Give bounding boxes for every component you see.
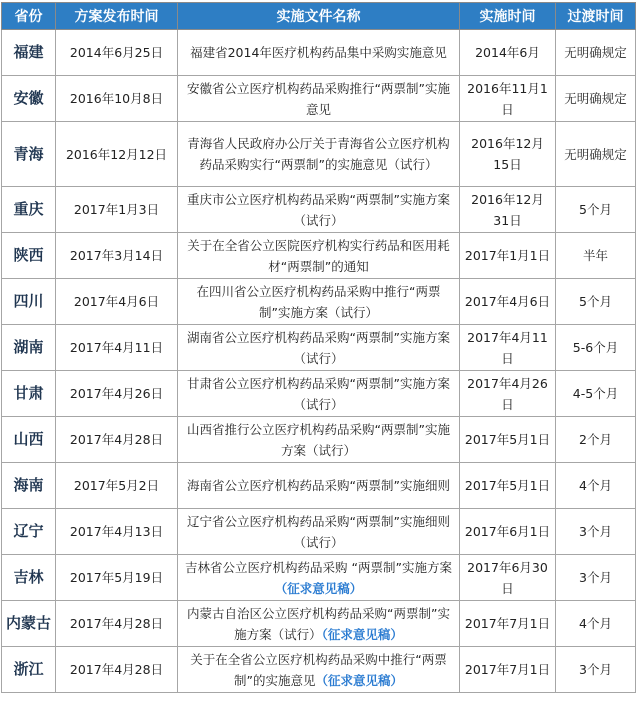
implement-date-cell-text: 2017年7月1日 — [464, 616, 551, 631]
table-row — [2, 417, 636, 463]
transition-period-cell — [556, 279, 636, 325]
publish-date-cell — [56, 279, 178, 325]
transition-period-cell-text: 5-6个月 — [572, 340, 619, 355]
transition-period-cell — [556, 601, 636, 647]
publish-date-cell-text: 2017年5月2日 — [73, 478, 160, 493]
transition-period-cell — [556, 325, 636, 371]
province-cell-text: 吉林 — [13, 568, 44, 586]
document-name-cell-text: 安徽省公立医疗机构药品采购推行“两票制”实施意见 — [187, 80, 450, 117]
transition-period-cell — [556, 76, 636, 122]
province-cell-text: 甘肃 — [13, 384, 44, 402]
publish-date-cell — [56, 187, 178, 233]
table-row — [2, 279, 636, 325]
table-row — [2, 233, 636, 279]
implement-date-cell-text: 2017年4月26日 — [467, 375, 548, 412]
implement-date-cell — [460, 325, 556, 371]
transition-period-cell — [556, 647, 636, 693]
transition-period-cell — [556, 417, 636, 463]
document-name-cell-text: 重庆市公立医疗机构药品采购“两票制”实施方案（试行） — [187, 191, 450, 228]
province-cell-text: 湖南 — [13, 338, 44, 356]
document-name-cell-text: 吉林省公立医疗机构药品采购 “两票制”实施方案 — [185, 559, 452, 575]
transition-period-cell-text: 3个月 — [579, 662, 612, 677]
header-implement-date: 实施时间 — [460, 3, 556, 30]
province-cell — [2, 279, 56, 325]
province-cell-text: 重庆 — [13, 200, 44, 218]
implement-date-cell — [460, 279, 556, 325]
publish-date-cell-text: 2017年4月28日 — [69, 662, 164, 677]
document-name-cell — [178, 233, 460, 279]
document-name-cell-text: 海南省公立医疗机构药品采购“两票制”实施细则 — [187, 478, 450, 493]
document-name-cell — [178, 325, 460, 371]
document-name-cell — [178, 76, 460, 122]
implement-date-cell-text: 2017年7月1日 — [464, 662, 551, 677]
publish-date-cell — [56, 417, 178, 463]
implement-date-cell — [460, 76, 556, 122]
publish-date-cell — [56, 325, 178, 371]
implement-date-cell — [460, 463, 556, 509]
table-row — [2, 601, 636, 647]
province-cell-text: 海南 — [13, 476, 44, 494]
province-cell-text: 陕西 — [13, 246, 44, 264]
table-row — [2, 647, 636, 693]
document-name-cell — [178, 30, 460, 76]
publish-date-cell-text: 2017年3月14日 — [69, 248, 164, 263]
publish-date-cell-text: 2014年6月25日 — [69, 45, 164, 60]
province-cell — [2, 187, 56, 233]
transition-period-cell-text: 无明确规定 — [564, 45, 627, 60]
document-name-cell-text: 青海省人民政府办公厅关于青海省公立医疗机构药品采购实行“两票制”的实施意见（试行） — [187, 136, 450, 172]
transition-period-cell — [556, 233, 636, 279]
province-cell — [2, 647, 56, 693]
document-name-cell — [178, 279, 460, 325]
publish-date-cell-text: 2017年5月19日 — [69, 570, 164, 585]
publish-date-cell — [56, 371, 178, 417]
publish-date-cell-text: 2017年4月28日 — [69, 432, 164, 447]
implement-date-cell-text: 2016年12月31日 — [471, 191, 544, 228]
table-row — [2, 76, 636, 122]
publish-date-cell-text: 2016年10月8日 — [69, 91, 164, 106]
transition-period-cell-text: 3个月 — [579, 570, 612, 585]
province-cell-text: 安徽 — [13, 89, 44, 107]
implement-date-cell-text: 2016年12月15日 — [471, 136, 544, 172]
province-cell-text: 辽宁 — [13, 522, 44, 540]
document-name-cell — [178, 417, 460, 463]
document-name-cell — [178, 601, 460, 647]
document-name-cell-text: 关于在全省公立医疗机构药品采购中推行“两票制”的实施意见 — [190, 651, 447, 688]
publish-date-cell-text: 2017年1月3日 — [73, 202, 160, 217]
implement-date-cell — [460, 417, 556, 463]
transition-period-cell — [556, 187, 636, 233]
publish-date-cell — [56, 601, 178, 647]
implement-date-cell — [460, 122, 556, 187]
publish-date-cell — [56, 233, 178, 279]
publish-date-cell — [56, 30, 178, 76]
implement-date-cell — [460, 233, 556, 279]
document-name-cell-text: 甘肃省公立医疗机构药品采购“两票制”实施方案（试行） — [187, 375, 450, 412]
publish-date-cell — [56, 122, 178, 187]
transition-period-cell-text: 4个月 — [579, 478, 612, 493]
publish-date-cell-text: 2017年4月28日 — [69, 616, 164, 631]
province-cell-text: 青海 — [13, 144, 44, 163]
document-name-cell — [178, 187, 460, 233]
transition-period-cell — [556, 555, 636, 601]
table-body — [2, 30, 636, 693]
province-cell — [2, 325, 56, 371]
document-name-cell — [178, 647, 460, 693]
document-name-cell-text: 关于在全省公立医院医疗机构实行药品和医用耗材“两票制”的通知 — [187, 237, 450, 274]
draft-note: （征求意见稿） — [321, 626, 403, 642]
table-row — [2, 371, 636, 417]
transition-period-cell-text: 5个月 — [579, 294, 612, 309]
transition-period-cell-text: 无明确规定 — [564, 146, 627, 162]
province-cell-text: 内蒙古 — [6, 614, 52, 632]
publish-date-cell — [56, 555, 178, 601]
province-cell-text: 浙江 — [13, 660, 44, 678]
implement-date-cell-text: 2017年5月1日 — [464, 478, 551, 493]
implement-date-cell — [460, 555, 556, 601]
document-name-cell — [178, 371, 460, 417]
header-publish-date: 方案发布时间 — [56, 3, 178, 30]
publish-date-cell — [56, 76, 178, 122]
transition-period-cell-text: 3个月 — [579, 524, 612, 539]
table-row — [2, 509, 636, 555]
transition-period-cell — [556, 30, 636, 76]
transition-period-cell-text: 4个月 — [579, 616, 612, 631]
implement-date-cell — [460, 509, 556, 555]
table-row — [2, 122, 636, 187]
implement-date-cell — [460, 30, 556, 76]
table-row — [2, 30, 636, 76]
province-cell-text: 山西 — [13, 430, 44, 448]
implement-date-cell — [460, 601, 556, 647]
province-cell — [2, 371, 56, 417]
province-cell — [2, 417, 56, 463]
draft-note: （征求意见稿） — [315, 672, 403, 688]
publish-date-cell-text: 2017年4月26日 — [69, 386, 164, 401]
transition-period-cell-text: 5个月 — [579, 202, 612, 217]
document-name-cell — [178, 463, 460, 509]
province-cell — [2, 76, 56, 122]
province-cell — [2, 122, 56, 187]
document-name-cell-text: 内蒙古自治区公立医疗机构药品采购“两票制”实施方案（试行） — [187, 605, 450, 642]
implement-date-cell-text: 2017年5月1日 — [464, 432, 551, 447]
transition-period-cell-text: 2个月 — [579, 432, 612, 447]
two-invoice-policy-table — [1, 2, 636, 693]
implement-date-cell — [460, 647, 556, 693]
document-name-cell — [178, 122, 460, 187]
publish-date-cell-text: 2017年4月11日 — [69, 340, 164, 355]
publish-date-cell — [56, 463, 178, 509]
implement-date-cell-text: 2016年11月1日 — [467, 80, 548, 117]
document-name-cell — [178, 555, 460, 601]
implement-date-cell-text: 2017年6月30日 — [467, 559, 548, 596]
implement-date-cell-text: 2017年6月1日 — [464, 524, 551, 539]
transition-period-cell-text: 无明确规定 — [564, 91, 627, 106]
transition-period-cell — [556, 509, 636, 555]
policy-table-container — [1, 2, 636, 693]
implement-date-cell-text: 2017年4月6日 — [464, 294, 551, 309]
implement-date-cell — [460, 187, 556, 233]
province-cell — [2, 509, 56, 555]
publish-date-cell-text: 2016年12月12日 — [65, 146, 168, 162]
transition-period-cell — [556, 371, 636, 417]
table-row — [2, 555, 636, 601]
implement-date-cell-text: 2014年6月 — [475, 45, 540, 60]
document-name-cell-text: 福建省2014年医疗机构药品集中采购实施意见 — [190, 45, 447, 60]
publish-date-cell — [56, 509, 178, 555]
transition-period-cell-text: 4-5个月 — [572, 386, 619, 401]
document-name-cell — [178, 509, 460, 555]
document-name-cell-text: 辽宁省公立医疗机构药品采购“两票制”实施细则（试行） — [187, 513, 450, 550]
province-cell — [2, 463, 56, 509]
header-document-name: 实施文件名称 — [178, 3, 460, 30]
province-cell — [2, 30, 56, 76]
province-cell — [2, 233, 56, 279]
document-name-cell-text: 湖南省公立医疗机构药品采购“两票制”实施方案（试行） — [187, 329, 450, 366]
implement-date-cell-text: 2017年4月11日 — [467, 329, 548, 366]
document-name-cell-text: 在四川省公立医疗机构药品采购中推行“两票制”实施方案（试行） — [196, 283, 441, 320]
province-cell-text: 四川 — [13, 292, 44, 310]
province-cell-text: 福建 — [13, 43, 44, 61]
draft-note: （征求意见稿） — [274, 580, 363, 596]
header-transition-period: 过渡时间 — [556, 3, 636, 30]
table-row — [2, 187, 636, 233]
table-header-row — [2, 3, 636, 30]
province-cell — [2, 601, 56, 647]
publish-date-cell — [56, 647, 178, 693]
document-name-cell-text: 山西省推行公立医疗机构药品采购“两票制”实施方案（试行） — [187, 421, 450, 458]
header-province: 省份 — [2, 3, 56, 30]
province-cell — [2, 555, 56, 601]
table-row — [2, 463, 636, 509]
transition-period-cell — [556, 463, 636, 509]
publish-date-cell-text: 2017年4月13日 — [69, 524, 164, 539]
implement-date-cell — [460, 371, 556, 417]
table-row — [2, 325, 636, 371]
transition-period-cell-text: 半年 — [582, 248, 608, 263]
implement-date-cell-text: 2017年1月1日 — [464, 248, 551, 263]
publish-date-cell-text: 2017年4月6日 — [73, 294, 160, 309]
transition-period-cell — [556, 122, 636, 187]
